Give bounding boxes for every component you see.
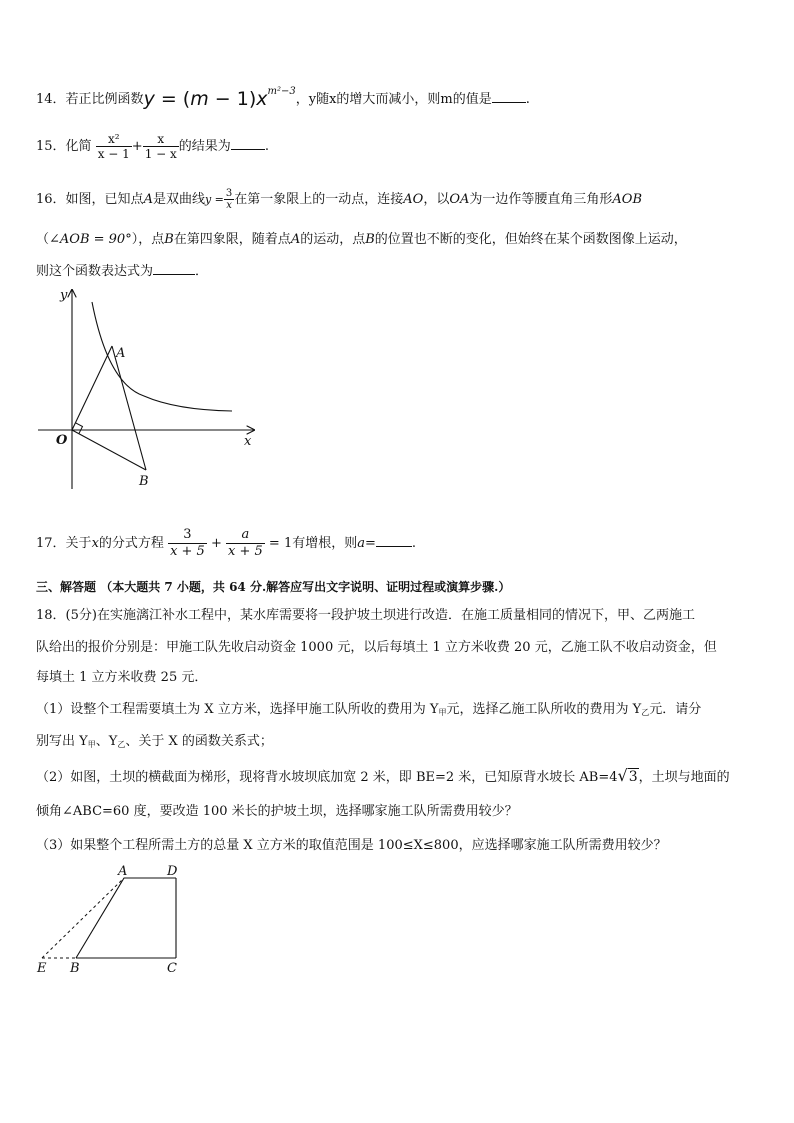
q17-f2-denominator: x + 5 <box>228 544 263 559</box>
label-o: O <box>56 433 68 448</box>
q16-point-a: A <box>143 192 153 207</box>
q15-number: 15． <box>36 139 66 154</box>
q16-point-b: B <box>164 232 174 247</box>
segment-ob <box>72 430 146 470</box>
q16-text: ），点 <box>131 232 165 247</box>
q14-number: 14． <box>36 92 66 107</box>
q17-equals-one: = 1 <box>268 536 293 551</box>
q14-end: . <box>525 92 530 107</box>
q18-text: （2）如图，土坝的横截面为梯形，现将背水坡坝底加宽 2 米，即 BE=2 米，已知原背水坡长 AB=4 <box>36 770 618 785</box>
q17-fraction-2 <box>226 527 265 560</box>
q16-figure <box>36 284 266 494</box>
q16-text: 是双曲线 <box>152 192 205 207</box>
q18-subscript: 乙 <box>641 708 650 717</box>
q18-text: 、Y <box>95 734 118 749</box>
section-3-title: 三、解答题 <box>36 580 97 594</box>
q15-f2-numerator: x <box>157 132 165 146</box>
label-c: C <box>167 961 177 976</box>
label-a: A <box>116 346 126 361</box>
q17-f1-denominator: x + 5 <box>170 544 205 559</box>
q18-subscript: 甲 <box>438 708 447 717</box>
sqrt-radicand: 3 <box>628 769 638 785</box>
q17-text: 的分式方程 <box>98 536 164 551</box>
q16-text: （ <box>36 232 50 247</box>
q18-trapezoid-figure <box>34 862 194 982</box>
q15-plus: + <box>131 139 143 154</box>
hyperbola-curve <box>92 302 232 411</box>
q16-line-3 <box>36 260 208 279</box>
q14-eq-close: − 1) <box>208 88 257 110</box>
q17-text: 关于 <box>65 536 92 551</box>
q16-segment-ao: AO <box>403 192 424 207</box>
q18-text: 元，选择乙施工队所收的费用为 Y <box>446 702 642 717</box>
q18-part-2-line-1 <box>36 766 730 785</box>
q18-part-1-line-2 <box>36 730 273 750</box>
label-d: D <box>167 864 178 879</box>
q16-frac-numerator: 3 <box>225 188 233 199</box>
segment-oa <box>72 346 112 430</box>
q17-var-x: x <box>91 536 99 551</box>
q18-line-2: 队给出的报价分别是：甲施工队先收启动资金 1000 元，以后每填土 1 立方米收费 20 元，乙施工队不收启动资金，但 <box>36 640 717 655</box>
q18-text: 元．请分 <box>649 702 702 717</box>
q18-subscript: 甲 <box>87 740 96 749</box>
q17-equals: = <box>365 536 376 551</box>
q16-text: 在第一象限上的一动点，连接 <box>234 192 404 207</box>
q15-fraction-2 <box>143 132 179 161</box>
q17-f1-numerator: 3 <box>183 527 192 542</box>
q18-line-3: 每填土 1 立方米收费 25 元． <box>36 670 208 685</box>
q17-line <box>36 527 416 560</box>
q17-answer-blank[interactable] <box>376 532 412 547</box>
q16-line-1 <box>36 188 642 211</box>
q15-f2-denominator: 1 − x <box>144 147 177 161</box>
q16-line-2 <box>36 228 687 247</box>
q16-text: 为一边作等腰直角三角形 <box>469 192 613 207</box>
q16-fraction <box>224 188 234 211</box>
section-3-heading <box>36 578 510 595</box>
q17-text: 有增根，则 <box>292 536 358 551</box>
q18-text: ，土坝与地面的 <box>638 770 730 785</box>
q16-text: 则这个函数表达式为 <box>36 264 154 279</box>
label-e: E <box>37 961 47 976</box>
label-b: B <box>139 474 149 489</box>
q18-part-2-line-2: 倾角∠ABC=60 度，要改造 100 米长的护坡土坝，选择哪家施工队所需费用较少？ <box>36 804 518 819</box>
q15-answer-blank[interactable] <box>231 135 265 150</box>
q14-line <box>36 86 530 110</box>
q15-fraction-1 <box>96 132 132 161</box>
q16-triangle-aob: AOB <box>612 192 643 207</box>
label-y: y <box>60 288 68 303</box>
q14-eq-mid: = ( <box>154 88 191 110</box>
q16-text: 的位置也不断的变化，但始终在某个函数图像上运动， <box>374 232 687 247</box>
q16-point-a: A <box>290 232 301 247</box>
q16-point-b: B <box>365 232 375 247</box>
q16-y-eq: y = <box>204 193 224 206</box>
q18-text: 、关于 X 的函数关系式； <box>125 734 273 749</box>
q15-f1-denominator: x − 1 <box>97 147 130 161</box>
q16-segment-oa: OA <box>449 192 470 207</box>
q18-subscript: 乙 <box>117 740 126 749</box>
section-3-note: （本大题共 7 小题，共 64 分.解答应写出文字说明、证明过程或演算步骤.） <box>100 580 511 594</box>
q17-plus: + <box>210 536 222 551</box>
q16-frac-denominator: x <box>224 199 234 211</box>
q15-line <box>36 132 269 161</box>
q16-end: ． <box>195 264 209 279</box>
q18-text: 别写出 Y <box>36 734 88 749</box>
q14-eq-x: x <box>256 88 268 110</box>
q16-text: 的运动，点 <box>300 232 366 247</box>
q14-eq-y: y <box>143 88 155 110</box>
q17-var-a: a <box>357 536 365 551</box>
q17-end: . <box>411 536 417 551</box>
q18-text: （1）设整个工程需要填土为 X 立方米，选择甲施工队所收的费用为 Y <box>36 702 439 717</box>
q18-part-3: （3）如果整个工程所需土方的总量 X 立方米的取值范围是 100≤X≤800，应选择哪家施工队所需费用较少？ <box>36 838 667 853</box>
q14-eq-m: m <box>190 88 209 110</box>
q15-text-2: 的结果为 <box>178 139 231 154</box>
segment-ab <box>112 346 146 470</box>
segment-ab <box>76 878 124 958</box>
q15-f1-numerator: x² <box>107 132 120 146</box>
q18-line-1: 18．(5分)在实施漓江补水工程中，某水库需要将一段护坡土坝进行改造．在施工质量相同的情况下，甲、乙两施工 <box>36 608 695 623</box>
q17-number: 17． <box>36 536 66 551</box>
q16-text: ，以 <box>423 192 450 207</box>
q16-answer-blank[interactable] <box>153 260 195 275</box>
q14-text-2: ，y随x的增大而减小，则m的值是 <box>295 92 492 107</box>
q16-text: 如图，已知点 <box>65 192 144 207</box>
q14-eq-exponent: m²−3 <box>267 86 296 97</box>
q16-number: 16． <box>36 192 66 207</box>
q17-f2-numerator: a <box>241 527 250 542</box>
label-b: B <box>70 961 80 976</box>
q14-text-1: 若正比例函数 <box>65 92 144 107</box>
label-a: A <box>118 864 128 879</box>
q16-text: 在第四象限，随着点 <box>173 232 291 247</box>
q17-fraction-1 <box>168 527 207 560</box>
q15-end: . <box>264 139 269 154</box>
sqrt-symbol: √ <box>617 766 628 785</box>
q16-angle: ∠AOB = 90° <box>49 232 132 247</box>
q18-part-1-line-1 <box>36 698 701 718</box>
q15-text-1: 化简 <box>65 139 92 154</box>
q14-answer-blank[interactable] <box>492 88 526 103</box>
label-x: x <box>244 434 252 449</box>
